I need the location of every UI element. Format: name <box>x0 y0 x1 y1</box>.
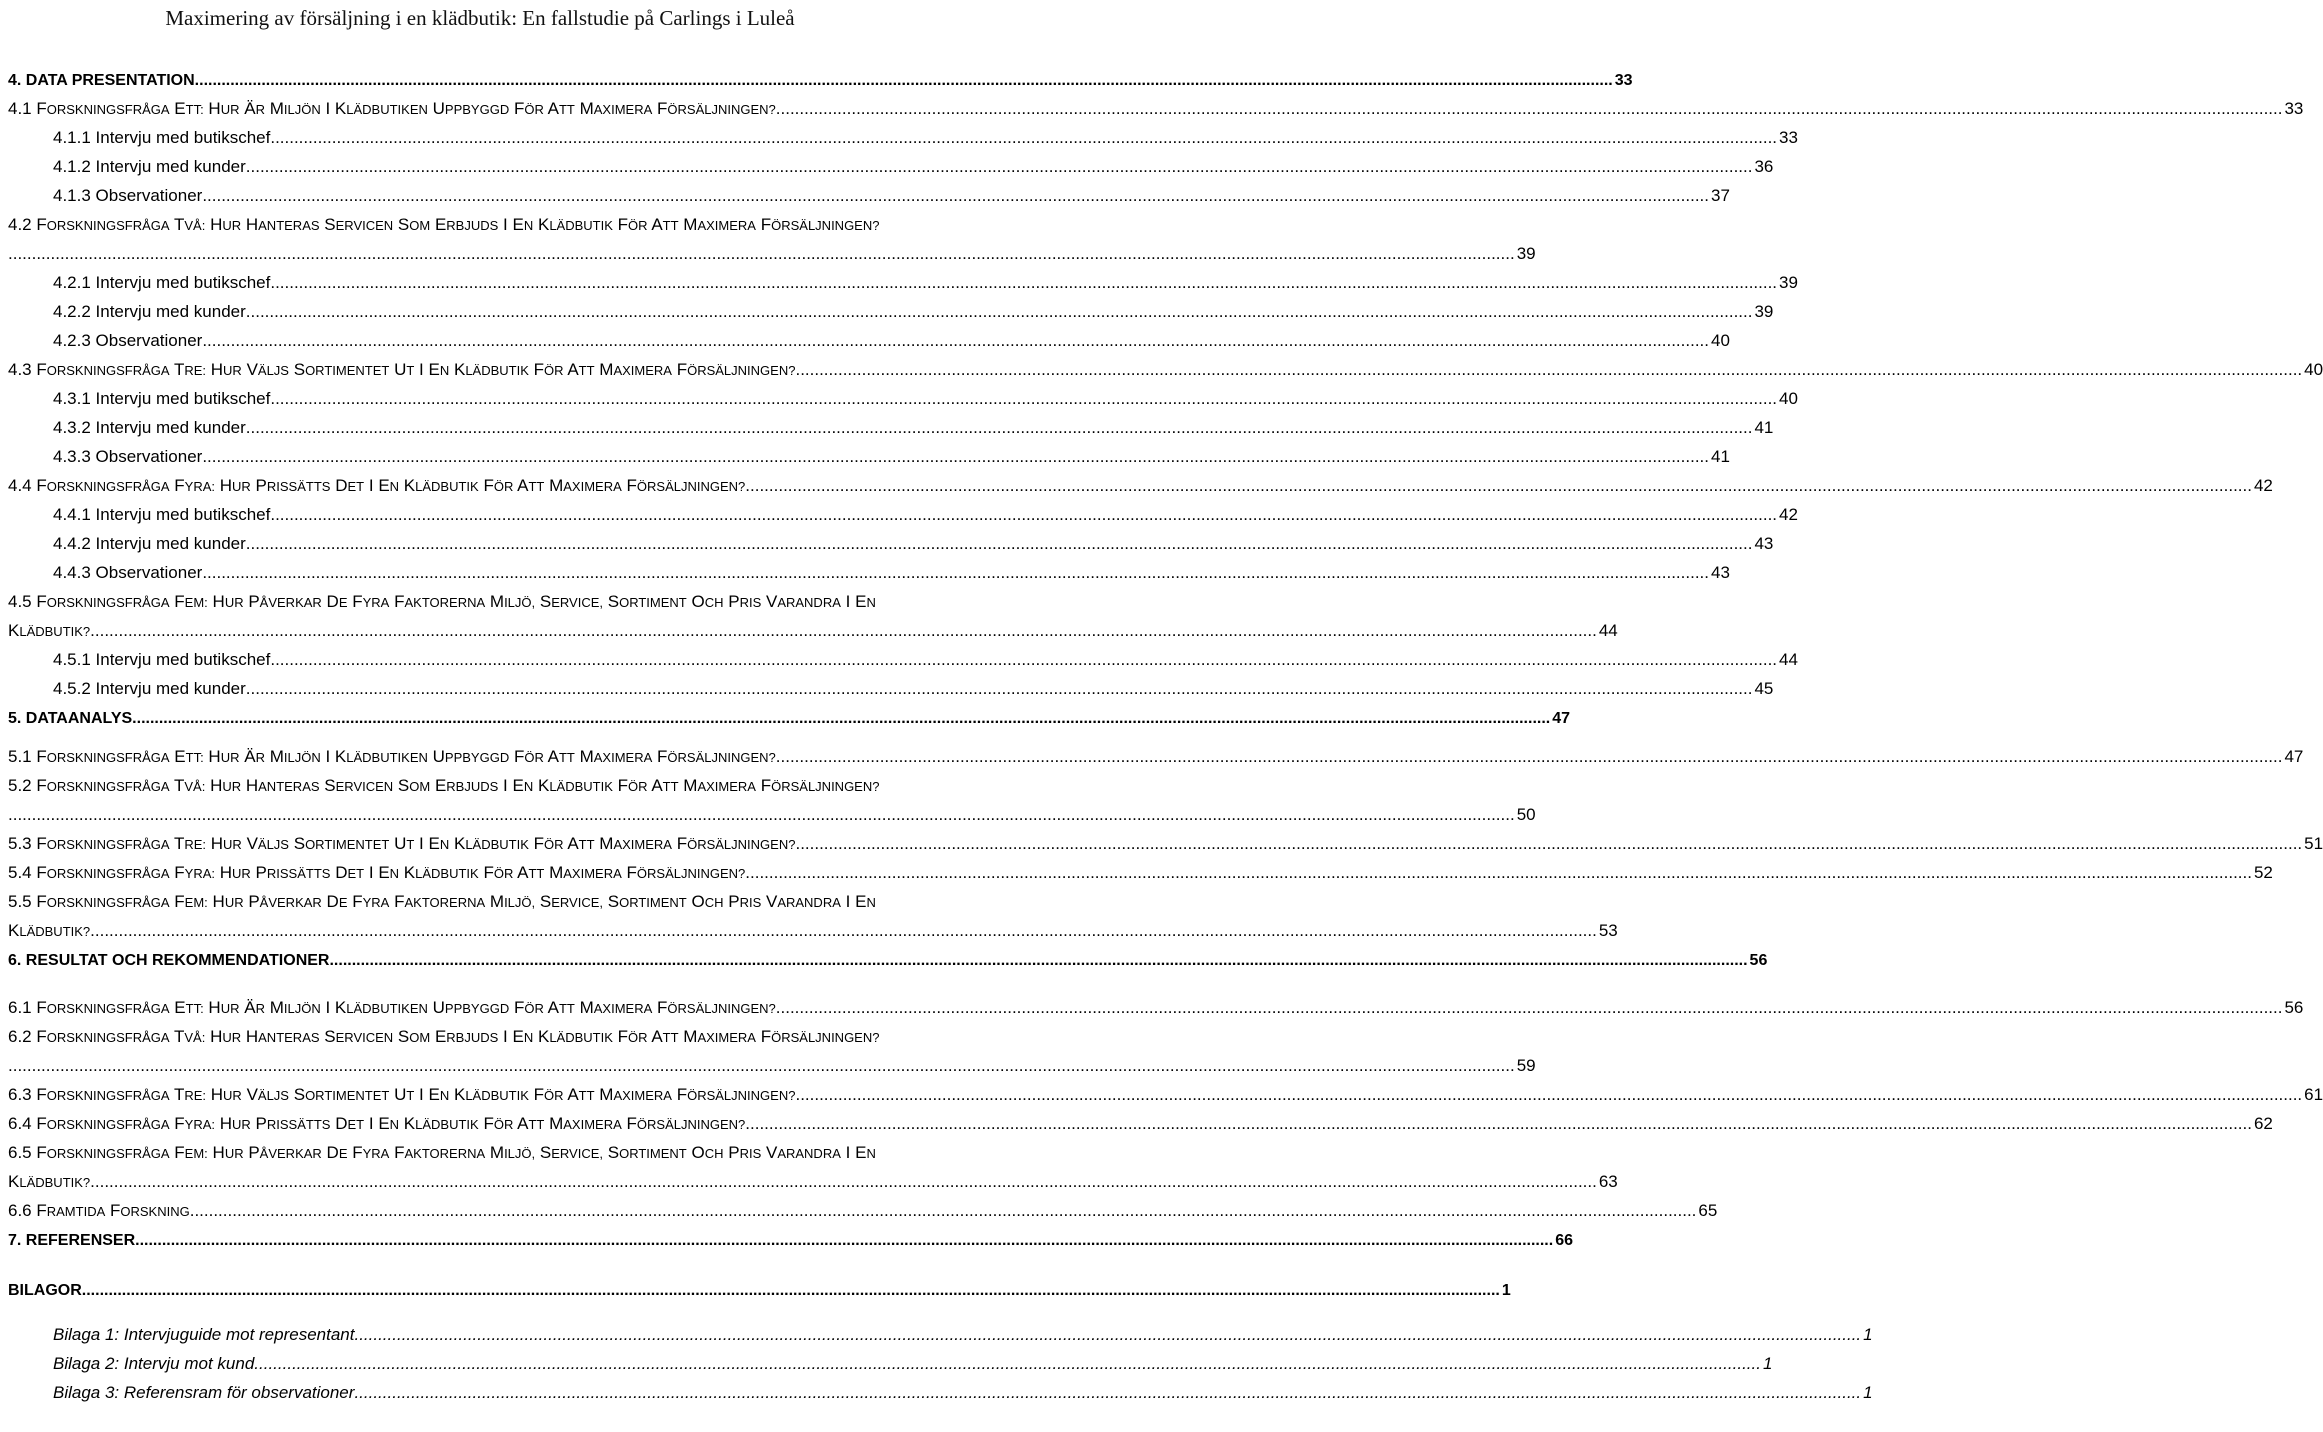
toc-entry-title: 7. REFERENSER <box>8 1232 136 1249</box>
toc-entry-title: Bilaga 1: Intervjuguide mot representant <box>53 1325 355 1344</box>
dot-leader <box>270 505 1777 525</box>
toc-entry[interactable] <box>8 1052 1536 1076</box>
toc-page-number: 50 <box>1516 805 1536 824</box>
dot-leader <box>329 952 1747 970</box>
toc-entry[interactable] <box>8 240 1536 264</box>
dot-leader <box>795 1085 2302 1105</box>
toc-entry-title: 4.4 FORSKNINGSFRÅGA FYRA: HUR PRISSÄTTS DET I EN KLÄDBUTIK FÖR ATT MAXIMERA FÖRSÄLJNINGEN? <box>8 476 746 495</box>
toc-entry[interactable] <box>53 530 1774 554</box>
toc-entry-title: 4.5 FORSKNINGSFRÅGA FEM: HUR PÅVERKAR DE FYRA FAKTORERNA MILJÖ, SERVICE, SORTIMENT OCH PRIS VARANDRA I EN <box>8 592 876 611</box>
toc-entry-title: 6.2 FORSKNINGSFRÅGA TVÅ: HUR HANTERAS SERVICEN SOM ERBJUDS I EN KLÄDBUTIK FÖR ATT MAXIMERA FÖRSÄLJNINGEN? <box>8 1027 880 1046</box>
toc-entry[interactable] <box>53 269 1798 293</box>
dot-leader <box>745 863 2252 883</box>
toc-entry-title: KLÄDBUTIK? <box>8 621 91 640</box>
toc-entry-title: 4.2.3 Observationer <box>53 331 203 350</box>
toc-entry-title: 4.3.3 Observationer <box>53 447 203 466</box>
dot-leader <box>795 834 2302 854</box>
toc-entry-title: 5.4 FORSKNINGSFRÅGA FYRA: HUR PRISSÄTTS DET I EN KLÄDBUTIK FÖR ATT MAXIMERA FÖRSÄLJNINGEN? <box>8 863 746 882</box>
toc-entry-title: 4.5.2 Intervju med kunder <box>53 679 246 698</box>
toc-entry[interactable] <box>8 95 2304 119</box>
dot-leader <box>90 621 1597 641</box>
toc-page-number: 65 <box>1698 1201 1718 1220</box>
toc-page-number: 51 <box>2304 834 2323 853</box>
toc-entry[interactable] <box>53 443 1730 467</box>
toc-page-number: 59 <box>1516 1056 1536 1075</box>
toc-entry-title: 4.1.3 Observationer <box>53 186 203 205</box>
toc-entry[interactable] <box>53 385 1798 409</box>
toc-entry-title: 4.1.1 Intervju med butikschef <box>53 128 271 147</box>
toc-entry[interactable] <box>8 588 958 612</box>
dot-leader <box>354 1325 1861 1345</box>
toc-page-number: 43 <box>1711 563 1730 582</box>
toc-page-number: 40 <box>1711 331 1730 350</box>
dot-leader <box>246 157 1753 177</box>
toc-page-number: 56 <box>2284 998 2304 1017</box>
toc-entry[interactable] <box>53 501 1798 525</box>
toc-entry[interactable] <box>8 888 958 912</box>
toc-page-number: 61 <box>2304 1085 2323 1104</box>
toc-entry[interactable] <box>53 153 1774 177</box>
toc-entry-title: 4.3.1 Intervju med butikschef <box>53 389 271 408</box>
toc-entry[interactable] <box>8 1110 2273 1134</box>
toc-page-number: 37 <box>1711 186 1730 205</box>
toc-entry-title: 4.2 FORSKNINGSFRÅGA TVÅ: HUR HANTERAS SERVICEN SOM ERBJUDS I EN KLÄDBUTIK FÖR ATT MAXIMERA FÖRSÄLJNINGEN? <box>8 215 880 234</box>
dot-leader <box>745 1114 2252 1134</box>
toc-entry-title: 5. DATAANALYS <box>8 710 133 727</box>
toc-page-number: 36 <box>1754 157 1774 176</box>
toc-entry-title: 6. RESULTAT OCH REKOMMENDATIONER <box>8 952 330 969</box>
toc-page-number: 33 <box>1614 72 1633 89</box>
toc-entry-title: 4.4.1 Intervju med butikschef <box>53 505 271 524</box>
toc-page-number: 56 <box>1749 952 1768 969</box>
toc-page-number: 44 <box>1598 621 1618 640</box>
toc-entry[interactable] <box>53 646 1798 670</box>
toc-entry[interactable] <box>8 743 2304 767</box>
toc-entry[interactable] <box>8 472 2273 496</box>
toc-entry-title: 4.4.3 Observationer <box>53 563 203 582</box>
toc-page-number: 66 <box>1555 1232 1573 1249</box>
dot-leader <box>190 1201 1697 1221</box>
dot-leader <box>8 244 1515 264</box>
dot-leader <box>202 186 1709 206</box>
dot-leader <box>776 99 2283 119</box>
dot-leader <box>745 476 2252 496</box>
toc-entry[interactable] <box>8 1023 958 1047</box>
toc-page-number: 40 <box>2304 360 2323 379</box>
dot-leader <box>354 1383 1861 1403</box>
toc-entry-title: 6.6 FRAMTIDA FORSKNING <box>8 1201 190 1220</box>
toc-entry[interactable] <box>53 1321 1873 1345</box>
toc-entry[interactable] <box>8 356 2323 380</box>
dot-leader <box>202 447 1709 467</box>
toc-entry-title: KLÄDBUTIK? <box>8 921 91 940</box>
toc-page-number: 43 <box>1754 534 1774 553</box>
toc-entry-title: 4.4.2 Intervju med kunder <box>53 534 246 553</box>
toc-entry-title: Bilaga 2: Intervju mot kund <box>53 1354 255 1373</box>
dot-leader <box>8 805 1515 825</box>
toc-entry[interactable] <box>8 704 1571 728</box>
dot-leader <box>90 921 1597 941</box>
dot-leader <box>246 534 1753 554</box>
toc-page-number: 33 <box>2284 99 2304 118</box>
dot-leader <box>795 360 2302 380</box>
toc-entry[interactable] <box>53 327 1730 351</box>
toc-page-number: 45 <box>1754 679 1774 698</box>
toc-entry[interactable] <box>53 124 1798 148</box>
toc-entry[interactable] <box>8 917 1618 941</box>
toc-page-number: 40 <box>1779 389 1798 408</box>
toc-entry-title: 5.2 FORSKNINGSFRÅGA TVÅ: HUR HANTERAS SERVICEN SOM ERBJUDS I EN KLÄDBUTIK FÖR ATT MAXIMERA FÖRSÄLJNINGEN? <box>8 776 880 795</box>
dot-leader <box>270 128 1777 148</box>
toc-page-number: 41 <box>1754 418 1774 437</box>
toc-entry[interactable] <box>53 1379 1873 1403</box>
toc-entry[interactable] <box>8 1139 958 1163</box>
toc-entry-title: 5.5 FORSKNINGSFRÅGA FEM: HUR PÅVERKAR DE FYRA FAKTORERNA MILJÖ, SERVICE, SORTIMENT OCH PRIS VARANDRA I EN <box>8 892 876 911</box>
toc-page-number: 1 <box>1501 1282 1511 1299</box>
dot-leader <box>270 389 1777 409</box>
dot-leader <box>135 1232 1553 1250</box>
toc-page-number: 39 <box>1754 302 1774 321</box>
toc-entry[interactable] <box>8 859 2273 883</box>
dot-leader <box>246 418 1753 438</box>
toc-entry-title: 6.5 FORSKNINGSFRÅGA FEM: HUR PÅVERKAR DE FYRA FAKTORERNA MILJÖ, SERVICE, SORTIMENT OCH PRIS VARANDRA I EN <box>8 1143 876 1162</box>
dot-leader <box>202 331 1709 351</box>
toc-entry[interactable] <box>8 772 958 796</box>
toc-entry[interactable] <box>8 1081 2323 1105</box>
toc-entry[interactable] <box>53 559 1730 583</box>
toc-page-number: 1 <box>1863 1383 1873 1402</box>
toc-page-number: 63 <box>1598 1172 1618 1191</box>
toc-entry-title: 5.3 FORSKNINGSFRÅGA TRE: HUR VÄLJS SORTIMENTET UT I EN KLÄDBUTIK FÖR ATT MAXIMERA FÖRSÄLJNINGEN? <box>8 834 796 853</box>
dot-leader <box>90 1172 1597 1192</box>
toc-page-number: 42 <box>2253 476 2273 495</box>
dot-leader <box>202 563 1709 583</box>
dot-leader <box>8 1056 1515 1076</box>
toc-entry-title: 4.3 FORSKNINGSFRÅGA TRE: HUR VÄLJS SORTIMENTET UT I EN KLÄDBUTIK FÖR ATT MAXIMERA FÖRSÄLJNINGEN? <box>8 360 796 379</box>
toc-page-number: 33 <box>1779 128 1798 147</box>
dot-leader <box>246 302 1753 322</box>
toc-entry-title: 4.2.2 Intervju med kunder <box>53 302 246 321</box>
toc-entry[interactable] <box>53 182 1730 206</box>
toc-entry[interactable] <box>53 298 1774 322</box>
toc-entry-title: Bilaga 3: Referensram för observationer <box>53 1383 355 1402</box>
toc-page-number: 53 <box>1598 921 1618 940</box>
toc-page-number: 42 <box>1779 505 1798 524</box>
toc-entry-title: 4.1 FORSKNINGSFRÅGA ETT: HUR ÄR MILJÖN I KLÄDBUTIKEN UPPBYGGD FÖR ATT MAXIMERA FÖRSÄLJNINGEN? <box>8 99 776 118</box>
toc-entry[interactable] <box>8 830 2323 854</box>
toc-entry[interactable] <box>8 617 1618 641</box>
dot-leader <box>82 1282 1500 1300</box>
dot-leader <box>776 998 2283 1018</box>
toc-page-number: 47 <box>2284 747 2304 766</box>
dot-leader <box>254 1354 1761 1374</box>
toc-entry-title: BILAGOR <box>8 1282 82 1299</box>
toc-entry-title: 4.2.1 Intervju med butikschef <box>53 273 271 292</box>
toc-entry[interactable] <box>53 414 1774 438</box>
toc-entry-title: 4.3.2 Intervju med kunder <box>53 418 246 437</box>
toc-page-number: 47 <box>1552 710 1571 727</box>
toc-page-number: 1 <box>1863 1325 1873 1344</box>
toc-page-number: 39 <box>1516 244 1536 263</box>
toc-entry[interactable] <box>8 1226 1573 1250</box>
toc-page-number: 52 <box>2253 863 2273 882</box>
dot-leader <box>776 747 2283 767</box>
toc-page-number: 39 <box>1779 273 1798 292</box>
dot-leader <box>270 650 1777 670</box>
toc-entry[interactable] <box>8 946 1768 970</box>
toc-entry-title: 4. DATA PRESENTATION <box>8 72 195 89</box>
toc-entry[interactable] <box>8 1168 1618 1192</box>
toc-page-number: 1 <box>1762 1354 1773 1373</box>
dot-leader <box>246 679 1753 699</box>
toc-entry-title: 6.3 FORSKNINGSFRÅGA TRE: HUR VÄLJS SORTIMENTET UT I EN KLÄDBUTIK FÖR ATT MAXIMERA FÖRSÄLJNINGEN? <box>8 1085 796 1104</box>
toc-entry-title: 4.5.1 Intervju med butikschef <box>53 650 271 669</box>
toc-entry[interactable] <box>53 1350 1773 1374</box>
dot-leader <box>270 273 1777 293</box>
toc-page-number: 44 <box>1779 650 1798 669</box>
toc-entry[interactable] <box>8 801 1536 825</box>
toc-entry[interactable] <box>53 675 1774 699</box>
toc-entry-title: KLÄDBUTIK? <box>8 1172 91 1191</box>
toc-entry[interactable] <box>8 994 2304 1018</box>
toc-entry[interactable] <box>8 1197 1718 1221</box>
toc-entry-title: 4.1.2 Intervju med kunder <box>53 157 246 176</box>
dot-leader <box>195 72 1613 90</box>
running-header: Maximering av försäljning i en klädbutik: En fallstudie på Carlings i Luleå <box>165 6 795 30</box>
toc-page-number: 62 <box>2253 1114 2273 1133</box>
toc-entry-title: 6.1 FORSKNINGSFRÅGA ETT: HUR ÄR MILJÖN I KLÄDBUTIKEN UPPBYGGD FÖR ATT MAXIMERA FÖRSÄLJNINGEN? <box>8 998 776 1017</box>
toc-entry[interactable] <box>8 211 958 235</box>
toc-entry[interactable] <box>8 1276 1511 1300</box>
toc-page-number: 41 <box>1711 447 1730 466</box>
toc-entry-title: 6.4 FORSKNINGSFRÅGA FYRA: HUR PRISSÄTTS DET I EN KLÄDBUTIK FÖR ATT MAXIMERA FÖRSÄLJNINGEN? <box>8 1114 746 1133</box>
toc-entry-title: 5.1 FORSKNINGSFRÅGA ETT: HUR ÄR MILJÖN I KLÄDBUTIKEN UPPBYGGD FÖR ATT MAXIMERA FÖRSÄLJNINGEN? <box>8 747 776 766</box>
toc-entry[interactable] <box>8 66 1633 90</box>
dot-leader <box>132 710 1550 728</box>
